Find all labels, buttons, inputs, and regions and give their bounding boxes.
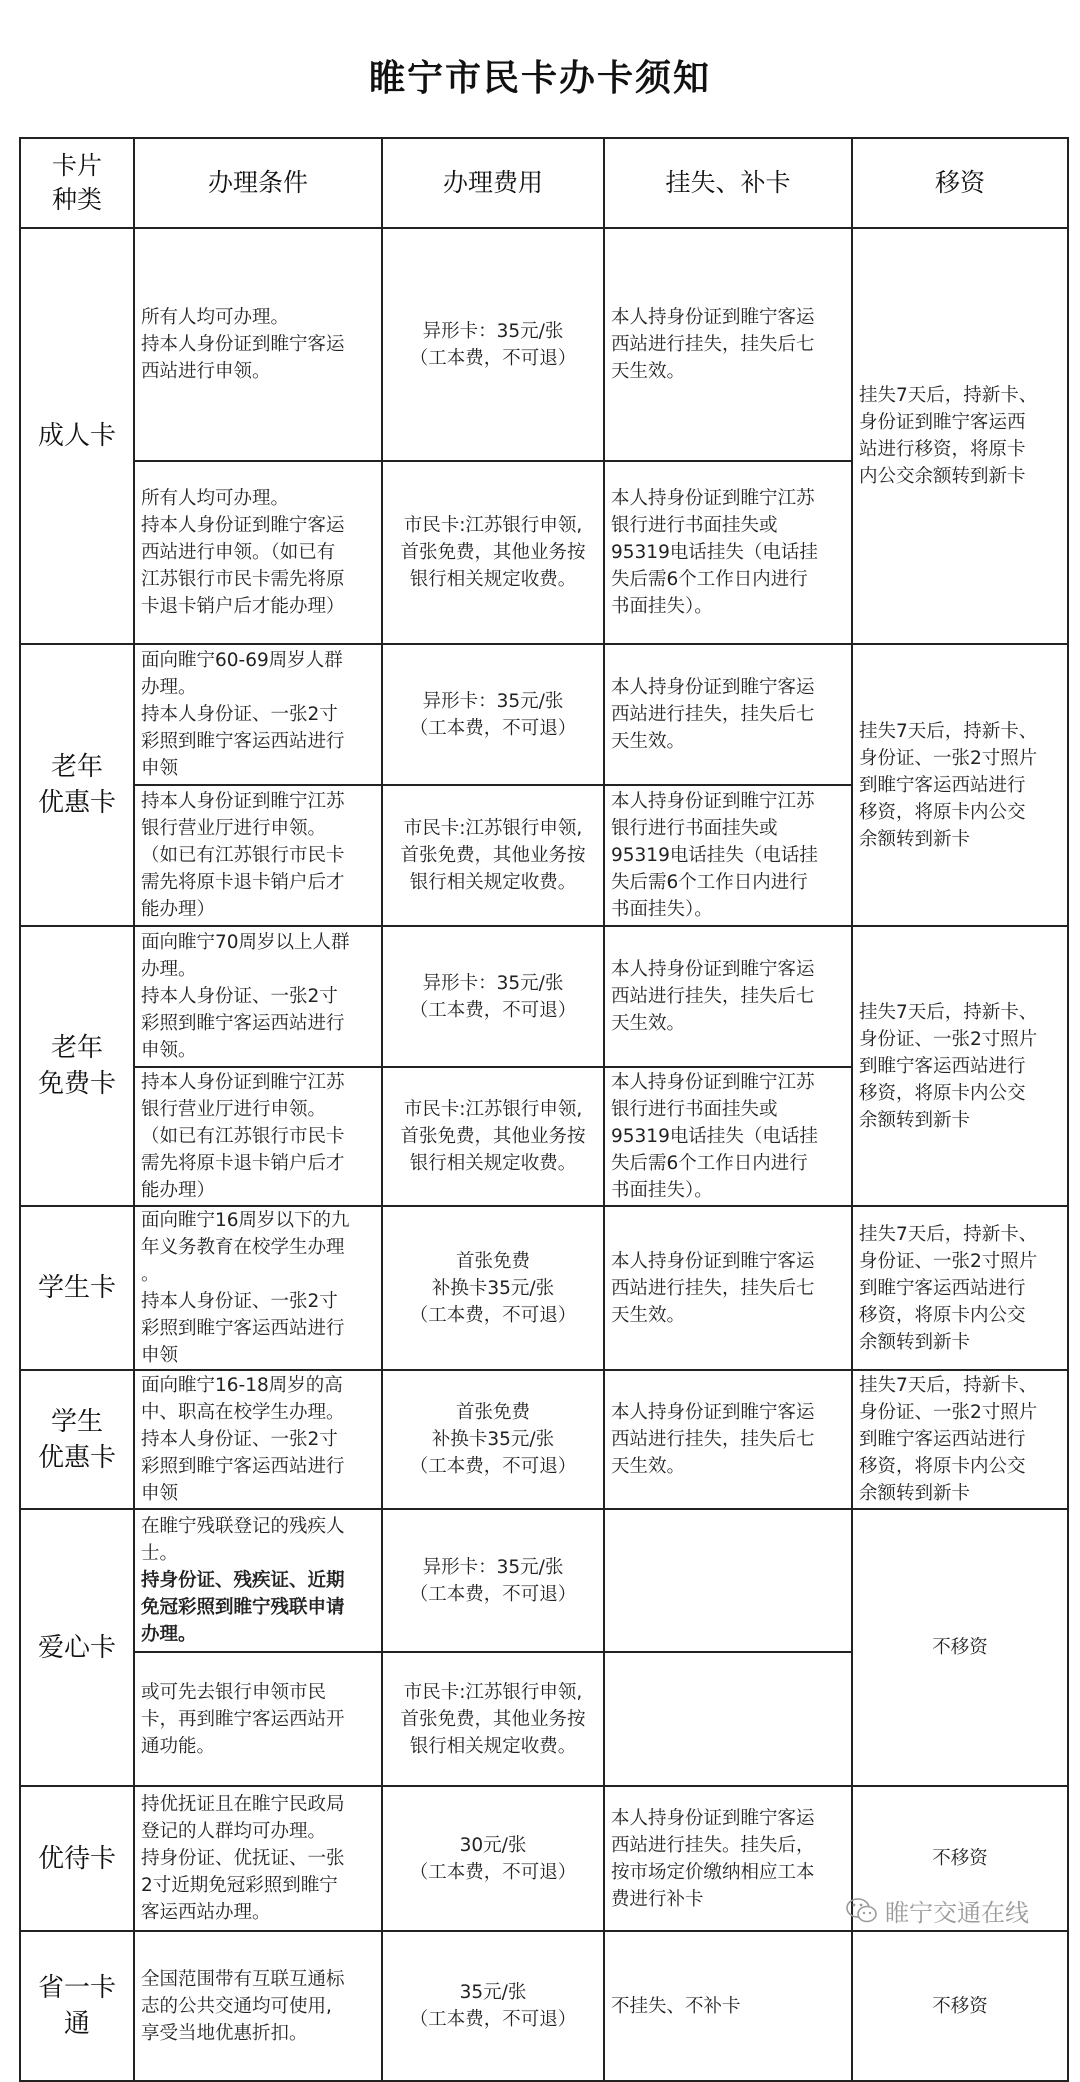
fee: 异形卡：35元/张 （工本费，不可退）: [382, 228, 604, 461]
header-transfer: 移资: [852, 138, 1068, 228]
condition: 面向睢宁16周岁以下的九 年义务教育在校学生办理 。 持本人身份证、一张2寸 彩照到睢宁客运西站进行 申领: [134, 1206, 382, 1370]
condition: 持本人身份证到睢宁江苏 银行营业厅进行申领。 （如已有江苏银行市民卡 需先将原卡退卡销户后才 能办理）: [134, 785, 382, 926]
fee: 异形卡：35元/张 （工本费，不可退）: [382, 926, 604, 1067]
loss: 本人持身份证到睢宁客运 西站进行挂失，挂失后七 天生效。: [604, 1206, 852, 1370]
loss: 本人持身份证到睢宁客运 西站进行挂失，挂失后七 天生效。: [604, 926, 852, 1067]
fee: 异形卡：35元/张 （工本费，不可退）: [382, 1509, 604, 1652]
fee: 市民卡:江苏银行申领, 首张免费，其他业务按 银行相关规定收费。: [382, 1067, 604, 1206]
table-row: [20, 1370, 1068, 1509]
condition: 所有人均可办理。 持本人身份证到睢宁客运 西站进行申领。: [134, 228, 382, 461]
fee: 市民卡:江苏银行申领, 首张免费，其他业务按 银行相关规定收费。: [382, 1652, 604, 1786]
watermark-text: 睢宁交通在线: [885, 1899, 1029, 1927]
table-row: [20, 1206, 1068, 1370]
loss: 本人持身份证到睢宁江苏 银行进行书面挂失或 95319电话挂失（电话挂 失后需6个工作日内进行 书面挂失）。: [604, 461, 852, 644]
fee: 市民卡:江苏银行申领, 首张免费，其他业务按 银行相关规定收费。: [382, 461, 604, 644]
transfer: 不移资: [852, 1931, 1068, 2081]
condition: 全国范围带有互联互通标 志的公共交通均可使用, 享受当地优惠折扣。: [134, 1931, 382, 2081]
loss: [604, 1652, 852, 1786]
loss: 本人持身份证到睢宁江苏 银行进行书面挂失或 95319电话挂失（电话挂 失后需6个工作日内进行 书面挂失）。: [604, 1067, 852, 1206]
card-type: 学生卡: [20, 1206, 134, 1370]
card-type: 优待卡: [20, 1786, 134, 1931]
wechat-icon: [845, 1896, 879, 1926]
watermark: [845, 1893, 1029, 1928]
card-type: 老年 优惠卡: [20, 644, 134, 926]
fee: 35元/张 （工本费，不可退）: [382, 1931, 604, 2081]
loss: 本人持身份证到睢宁客运 西站进行挂失，挂失后七 天生效。: [604, 644, 852, 785]
table-header-row: [20, 138, 1068, 228]
loss: 本人持身份证到睢宁客运 西站进行挂失。挂失后， 按市场定价缴纳相应工本 费进行补卡: [604, 1786, 852, 1931]
condition: [134, 1509, 382, 1652]
loss: 不挂失、不补卡: [604, 1931, 852, 2081]
condition: 持优抚证且在睢宁民政局 登记的人群均可办理。 持身份证、优抚证、一张 2寸近期免冠彩照到睢宁 客运西站办理。: [134, 1786, 382, 1931]
card-type: 老年 免费卡: [20, 926, 134, 1206]
header-loss-replacement: 挂失、补卡: [604, 138, 852, 228]
condition: 持本人身份证到睢宁江苏 银行营业厅进行申领。 （如已有江苏银行市民卡 需先将原卡退卡销户后才 能办理）: [134, 1067, 382, 1206]
transfer: 不移资: [852, 1509, 1068, 1786]
card-type: 学生 优惠卡: [20, 1370, 134, 1509]
loss: 本人持身份证到睢宁江苏 银行进行书面挂失或 95319电话挂失（电话挂 失后需6个工作日内进行 书面挂失）。: [604, 785, 852, 926]
card-info-table: [19, 137, 1069, 2082]
card-type: 省一卡 通: [20, 1931, 134, 2081]
table-row: [20, 228, 1068, 461]
loss: 本人持身份证到睢宁客运 西站进行挂失，挂失后七 天生效。: [604, 228, 852, 461]
transfer: 挂失7天后，持新卡、 身份证、一张2寸照片 到睢宁客运西站进行 移资，将原卡内公交 余额转到新卡: [852, 644, 1068, 926]
fee: 市民卡:江苏银行申领, 首张免费，其他业务按 银行相关规定收费。: [382, 785, 604, 926]
condition: 面向睢宁60-69周岁人群 办理。 持本人身份证、一张2寸 彩照到睢宁客运西站进行 申领: [134, 644, 382, 785]
fee: 30元/张 （工本费，不可退）: [382, 1786, 604, 1931]
page-title: 睢宁市民卡办卡须知: [368, 58, 711, 99]
transfer: 挂失7天后，持新卡、 身份证、一张2寸照片 到睢宁客运西站进行 移资，将原卡内公交 余额转到新卡: [852, 1370, 1068, 1509]
loss: 本人持身份证到睢宁客运 西站进行挂失，挂失后七 天生效。: [604, 1370, 852, 1509]
card-type: 成人卡: [20, 228, 134, 644]
loss: [604, 1509, 852, 1652]
table-row: [20, 926, 1068, 1067]
table-row: [20, 1931, 1068, 2081]
condition: 面向睢宁70周岁以上人群 办理。 持本人身份证、一张2寸 彩照到睢宁客运西站进行 申领。: [134, 926, 382, 1067]
header-conditions: 办理条件: [134, 138, 382, 228]
header-fee: 办理费用: [382, 138, 604, 228]
transfer: 挂失7天后，持新卡、 身份证、一张2寸照片 到睢宁客运西站进行 移资，将原卡内公交 余额转到新卡: [852, 1206, 1068, 1370]
condition: 面向睢宁16-18周岁的高 中、职高在校学生办理。 持本人身份证、一张2寸 彩照到睢宁客运西站进行 申领: [134, 1370, 382, 1509]
transfer: 不移资: [852, 1786, 1068, 1931]
condition: 所有人均可办理。 持本人身份证到睢宁客运 西站进行申领。（如已有 江苏银行市民卡需先将原 卡退卡销户后才能办理）: [134, 461, 382, 644]
table-row: [20, 1509, 1068, 1652]
fee: 异形卡：35元/张 （工本费，不可退）: [382, 644, 604, 785]
header-card-type: 卡片 种类: [20, 138, 134, 228]
fee: 首张免费 补换卡35元/张 （工本费，不可退）: [382, 1206, 604, 1370]
fee: 首张免费 补换卡35元/张 （工本费，不可退）: [382, 1370, 604, 1509]
condition: 或可先去银行申领市民 卡，再到睢宁客运西站开 通功能。: [134, 1652, 382, 1786]
transfer: 挂失7天后，持新卡、 身份证到睢宁客运西 站进行移资，将原卡 内公交余额转到新卡: [852, 228, 1068, 644]
transfer: 挂失7天后，持新卡、 身份证、一张2寸照片 到睢宁客运西站进行 移资，将原卡内公交 余额转到新卡: [852, 926, 1068, 1206]
condition-text: 在睢宁残联登记的残疾人 士。: [141, 1516, 345, 1564]
card-type: 爱心卡: [20, 1509, 134, 1786]
table-row: [20, 644, 1068, 785]
condition-bold-text: 持身份证、残疾证、近期 免冠彩照到睢宁残联申请 办理。: [141, 1570, 345, 1645]
